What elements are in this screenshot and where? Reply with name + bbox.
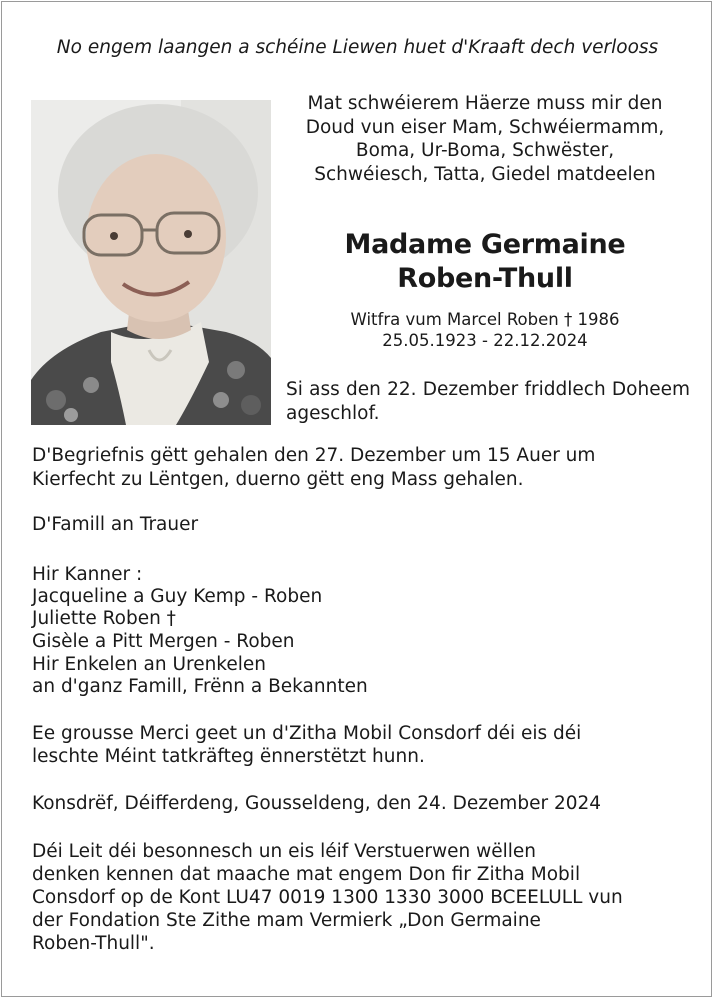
- memorial-quote: No engem laangen a schéine Liewen huet d'Kraaft dech verlooss: [56, 37, 659, 58]
- donation-line: Consdorf op de Kont LU47 0019 1300 1330 3000 BCEELULL vun: [32, 887, 623, 908]
- mourner-line: Juliette Roben †: [32, 608, 176, 629]
- name-line: Madame Germaine: [344, 229, 626, 260]
- mourner-line: an d'ganz Famill, Frënn a Bekannten: [32, 676, 368, 697]
- intro-line: Mat schwéierem Häerze muss mir den: [307, 93, 663, 114]
- intro-line: Doud vun eiser Mam, Schwéiermamm,: [305, 116, 665, 138]
- name-line: Roben-Thull: [397, 263, 573, 294]
- intro-line: Boma, Ur-Boma, Schwëster,: [355, 140, 615, 161]
- mourner-line: Hir Enkelen an Urenkelen: [32, 654, 266, 675]
- deceased-name: [280, 228, 690, 296]
- donation-line: Déi Leit déi besonnesch un eis léif Verstuerwen wëllen: [32, 841, 537, 862]
- life-dates: 25.05.1923 - 22.12.2024: [382, 331, 588, 350]
- funeral-line: Kierfecht zu Lëntgen, duerno gëtt eng Mass gehalen.: [32, 469, 524, 490]
- portrait-photo: [31, 100, 271, 425]
- donation-line: der Fondation Ste Zithe mam Vermierk „Don Germaine: [32, 910, 541, 931]
- mourner-line: Gisèle a Pitt Mergen - Roben: [32, 631, 295, 652]
- widow-of: Witfra vum Marcel Roben † 1986: [350, 310, 620, 329]
- place-date: Konsdrëf, Déifferdeng, Gousseldeng, den 24. Dezember 2024: [32, 793, 602, 814]
- intro-line: Schwéiesch, Tatta, Giedel matdeelen: [314, 163, 656, 185]
- intro-text: [280, 92, 690, 186]
- donation-line: Roben-Thull".: [32, 933, 155, 954]
- donation-line: denken kennen dat maache mat engem Don fir Zitha Mobil: [32, 864, 581, 885]
- funeral-line: D'Begriefnis gëtt gehalen den 27. Dezember um 15 Auer um: [32, 445, 596, 466]
- thanks-line: leschte Méint tatkräfteg ënnerstëtzt hunn.: [32, 746, 425, 767]
- thanks-line: Ee grousse Merci geet un d'Zitha Mobil Consdorf déi eis déi: [32, 723, 582, 744]
- passed-away-text: Si ass den 22. Dezember friddlech Doheem ageschlof.: [286, 379, 690, 424]
- mourners-title: D'Famill an Trauer: [32, 514, 199, 535]
- mourner-line: Jacqueline a Guy Kemp - Roben: [32, 586, 323, 607]
- children-heading: Hir Kanner :: [32, 564, 143, 585]
